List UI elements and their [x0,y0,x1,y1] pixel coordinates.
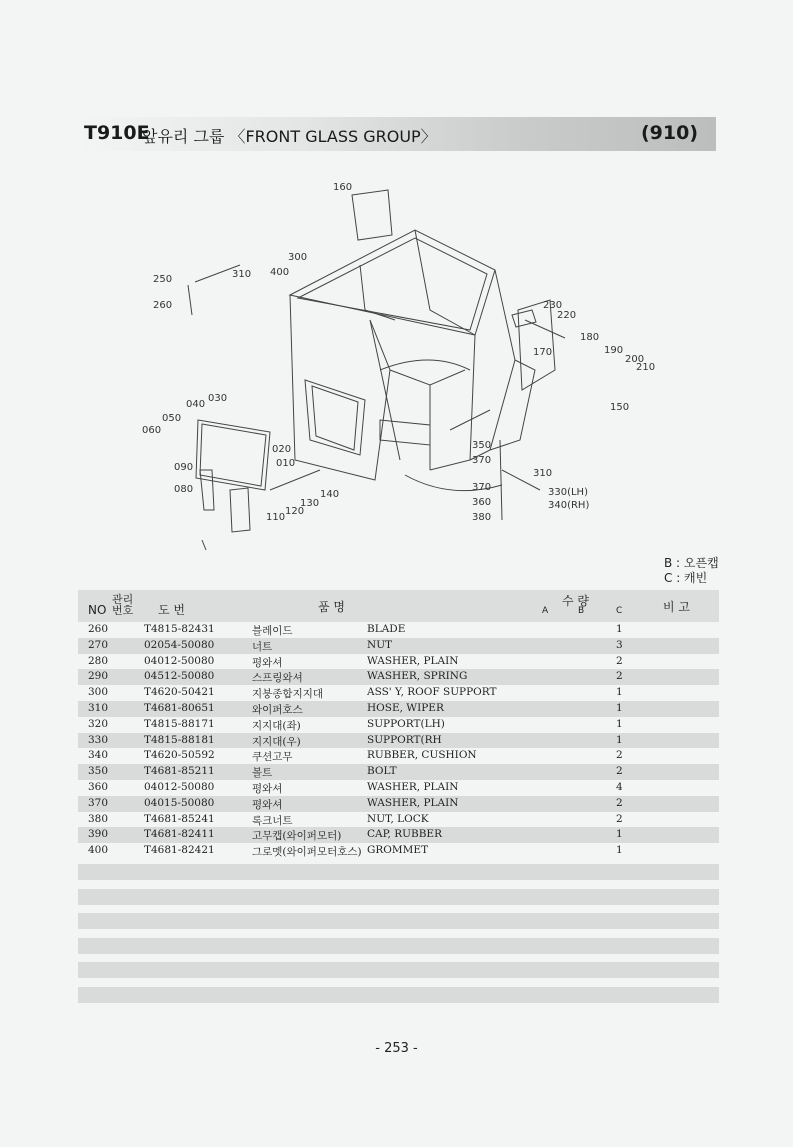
cell-no: 390 [88,828,109,841]
svg-text:380: 380 [472,512,492,523]
table-row [78,733,719,749]
cell-qty: 1 [616,733,623,746]
cell-kr: 지붕종합지지대 [252,688,324,701]
cell-kr: 고무캡(와이퍼모터) [252,830,342,843]
svg-text:140: 140 [320,489,340,500]
legend-b: B : 오픈캡 [664,556,719,570]
cell-no: 330 [88,733,109,746]
svg-text:400: 400 [270,267,290,278]
svg-text:130: 130 [300,498,320,509]
table-row [78,780,719,796]
cell-no: 370 [88,796,109,809]
cell-qty: 4 [616,780,623,793]
svg-text:340(RH): 340(RH) [548,500,590,511]
cell-en: BOLT [367,765,397,778]
cell-part: T4620-50421 [144,686,215,699]
svg-text:050: 050 [162,413,182,424]
cell-qty: 2 [616,765,623,778]
empty-row [78,962,719,978]
cell-part: T4620-50592 [144,749,215,762]
cell-qty: 2 [616,796,623,809]
svg-text:260: 260 [153,300,173,311]
table-row [78,638,719,654]
cell-kr: 평와셔 [252,656,283,669]
cell-no: 290 [88,670,109,683]
cell-en: HOSE, WIPER [367,701,444,714]
header-name: 품 명 [318,600,345,614]
svg-text:200: 200 [625,354,645,365]
svg-text:010: 010 [276,458,296,469]
svg-text:080: 080 [174,484,194,495]
cell-part: 04012-50080 [144,780,215,793]
cell-part: T4815-88181 [144,733,215,746]
cell-part: 04015-50080 [144,796,215,809]
header-qty: 수 량 [562,594,589,608]
cell-no: 320 [88,717,109,730]
cell-qty: 1 [616,686,623,699]
table-header [78,590,719,622]
cell-en: CAP, RUBBER [367,828,442,841]
table-row [78,812,719,828]
cell-kr: 와이퍼호스 [252,703,303,716]
cell-kr: 그로멧(와이퍼모터호스) [252,846,362,859]
header-mgmt: 관리번호 [112,593,134,617]
table-row [78,748,719,764]
cell-qty: 1 [616,623,623,635]
cell-en: NUT [367,638,393,651]
cell-en: RUBBER, CUSHION [367,749,477,762]
table-row [78,701,719,717]
section-code: (910) [640,122,698,144]
cell-no: 360 [88,780,109,793]
page-header [78,117,716,151]
svg-text:040: 040 [186,399,206,410]
cell-qty: 1 [616,717,623,730]
cell-no: 280 [88,654,109,667]
cell-en: SUPPORT(RH [367,733,442,746]
cell-kr: 쿠션고무 [252,751,293,764]
legend [664,556,719,586]
cell-no: 270 [88,638,109,651]
cell-en: BLADE [367,623,406,635]
empty-row [78,938,719,954]
cell-en: WASHER, PLAIN [367,654,459,667]
table-row [78,717,719,733]
page-number: - 253 - [375,1041,418,1056]
svg-text:370: 370 [472,482,492,493]
cell-no: 380 [88,812,109,825]
svg-text:020: 020 [272,444,292,455]
cell-qty: 2 [616,670,623,683]
cell-part: 04012-50080 [144,654,215,667]
cell-en: GROMMET [367,844,429,857]
cell-part: T4681-80651 [144,701,215,714]
cell-kr: 볼트 [252,767,273,780]
header-no: NO [88,603,107,617]
empty-row [78,987,719,1003]
cell-kr: 지지대(우) [252,735,301,748]
svg-text:210: 210 [636,362,656,373]
cell-kr: 록크너트 [252,814,293,827]
cell-part: T4681-82421 [144,844,215,857]
cell-qty: 1 [616,701,623,714]
parts-table-body [78,622,719,859]
svg-text:180: 180 [580,332,600,343]
svg-text:310: 310 [533,468,553,479]
cell-qty: 1 [616,844,623,857]
cell-part: T4815-88171 [144,717,215,730]
cell-part: 04512-50080 [144,670,215,683]
cell-no: 300 [88,686,109,699]
svg-text:060: 060 [142,425,162,436]
svg-text:110: 110 [266,512,286,523]
cell-no: 350 [88,765,109,778]
table-row [78,827,719,843]
cell-qty: 1 [616,828,623,841]
table-row [78,764,719,780]
header-a: A [542,606,549,616]
cell-no: 400 [88,844,109,857]
svg-text:370: 370 [472,455,492,466]
header-drawing: 도 번 [158,603,185,617]
table-row [78,685,719,701]
cell-en: WASHER, PLAIN [367,796,459,809]
cell-kr: 너트 [252,640,273,653]
svg-text:120: 120 [285,506,305,517]
cell-part: T4681-85241 [144,812,215,825]
header-remark: 비 고 [663,600,690,614]
svg-text:230: 230 [543,300,563,311]
cell-no: 310 [88,701,109,714]
cell-qty: 3 [616,638,623,651]
cell-en: ASS' Y, ROOF SUPPORT [367,686,497,699]
svg-text:330(LH): 330(LH) [548,487,588,498]
svg-text:360: 360 [472,497,492,508]
header-c: C [616,606,623,616]
cell-no: 260 [88,623,109,635]
cell-kr: 평와셔 [252,782,283,795]
svg-text:350: 350 [472,440,492,451]
cell-part: T4681-85211 [144,765,215,778]
empty-row [78,913,719,929]
cell-part: 02054-50080 [144,638,215,651]
empty-row [78,889,719,905]
cell-kr: 평와셔 [252,798,283,811]
cell-kr: 스프링와셔 [252,672,303,685]
empty-row [78,864,719,880]
svg-text:310: 310 [232,269,252,280]
svg-text:300: 300 [288,252,308,263]
table-row [78,654,719,670]
table-row [78,843,719,859]
cell-en: NUT, LOCK [367,812,429,825]
svg-text:160: 160 [333,182,353,193]
cell-en: WASHER, SPRING [367,670,468,683]
svg-text:190: 190 [604,345,624,356]
cell-qty: 2 [616,812,623,825]
table-row [78,622,719,638]
header-b: B [578,606,585,616]
svg-text:090: 090 [174,462,194,473]
svg-text:250: 250 [153,274,173,285]
legend-c: C : 캐빈 [664,571,708,585]
cell-no: 340 [88,749,109,762]
table-row [78,669,719,685]
svg-text:150: 150 [610,402,630,413]
cell-kr: 블레이드 [252,625,293,637]
cell-qty: 2 [616,749,623,762]
cell-part: T4815-82431 [144,623,215,635]
cell-kr: 지지대(좌) [252,719,301,732]
cell-en: SUPPORT(LH) [367,717,445,730]
cell-en: WASHER, PLAIN [367,780,459,793]
table-row [78,796,719,812]
section-title: 앞유리 그룹 〈FRONT GLASS GROUP〉 [142,127,437,146]
empty-table-rows [78,864,719,1011]
model-code: T910E [84,122,150,144]
cell-part: T4681-82411 [144,828,215,841]
svg-text:030: 030 [208,393,228,404]
cell-qty: 2 [616,654,623,667]
svg-text:220: 220 [557,310,577,321]
svg-text:170: 170 [533,347,553,358]
exploded-parts-diagram [130,170,656,560]
